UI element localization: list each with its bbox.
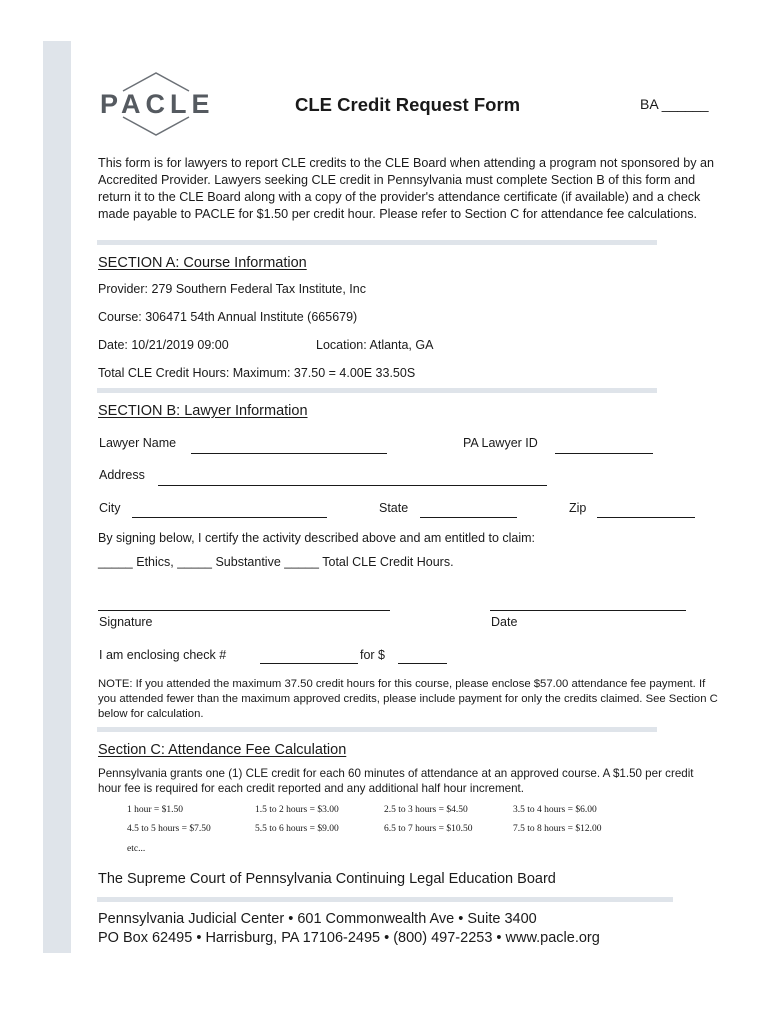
state-field[interactable] xyxy=(420,516,517,518)
enclosing-check-label: I am enclosing check # xyxy=(99,648,227,662)
signature-label: Signature xyxy=(99,615,153,629)
pacle-logo xyxy=(97,71,215,137)
fee-etc: etc... xyxy=(127,844,146,854)
divider xyxy=(97,240,657,245)
check-number-field[interactable] xyxy=(260,662,358,664)
fee-cell: 7.5 to 8 hours = $12.00 xyxy=(513,824,602,834)
date-text: Date: 10/21/2019 09:00 xyxy=(98,338,229,352)
lawyer-name-field[interactable] xyxy=(191,452,387,454)
location-text: Location: Atlanta, GA xyxy=(316,338,434,352)
pa-lawyer-id-field[interactable] xyxy=(555,452,653,454)
address-line-1: Pennsylvania Judicial Center • 601 Commonwealth Ave • Suite 3400 xyxy=(98,911,537,927)
fee-cell: 3.5 to 4 hours = $6.00 xyxy=(513,805,597,815)
city-field[interactable] xyxy=(132,516,327,518)
total-hours-text: Total CLE Credit Hours: Maximum: 37.50 = 4.00E 33.50S xyxy=(98,366,416,380)
section-b-heading: SECTION B: Lawyer Information xyxy=(98,403,308,419)
signature-field[interactable] xyxy=(98,609,390,611)
provider-text: Provider: 279 Southern Federal Tax Institute, Inc xyxy=(98,282,366,296)
zip-label: Zip xyxy=(569,501,587,515)
fee-explanation: Pennsylvania grants one (1) CLE credit for each 60 minutes of attendance at an approved course. A $1.50 per credit hour fee is required for each credit reported and any additional half hour increment. xyxy=(98,767,694,795)
amount-field[interactable] xyxy=(398,662,447,664)
claim-line[interactable]: _____ Ethics, _____ Substantive _____ Total CLE Credit Hours. xyxy=(98,555,454,569)
fee-cell: 2.5 to 3 hours = $4.50 xyxy=(384,805,468,815)
fee-cell: 6.5 to 7 hours = $10.50 xyxy=(384,824,473,834)
board-name: The Supreme Court of Pennsylvania Continuing Legal Education Board xyxy=(98,871,556,887)
certify-text: By signing below, I certify the activity described above and am entitled to claim: xyxy=(98,531,536,545)
logo-text: PACLE xyxy=(100,89,215,119)
state-label: State xyxy=(379,501,409,515)
address-line-2: PO Box 62495 • Harrisburg, PA 17106-2495 • (800) 497-2253 • www.pacle.org xyxy=(98,930,600,946)
for-amount-label: for $ xyxy=(360,648,386,662)
fee-cell: 1 hour = $1.50 xyxy=(127,805,184,815)
lawyer-name-label: Lawyer Name xyxy=(99,436,177,450)
divider xyxy=(97,388,657,393)
intro-paragraph: This form is for lawyers to report CLE credits to the CLE Board when attending a program not sponsored by an Accredited Provider. Lawyers seeking CLE credit in Pennsylvania must complete Section B of this form and return it to the CLE Board along with a copy of the provider's attendance certificate (if available) and a check made payable to PACLE for $1.50 per credit hour. Please refer to Section C for attendance fee calculations. xyxy=(98,156,714,221)
form-title: CLE Credit Request Form xyxy=(295,94,521,115)
footer-address xyxy=(98,910,600,948)
city-label: City xyxy=(99,501,121,515)
course-text: Course: 306471 54th Annual Institute (665679) xyxy=(98,310,358,324)
zip-field[interactable] xyxy=(597,516,695,518)
left-margin-bar xyxy=(43,41,71,953)
fee-cell: 4.5 to 5 hours = $7.50 xyxy=(127,824,211,834)
address-label: Address xyxy=(99,468,145,482)
fee-cell: 5.5 to 6 hours = $9.00 xyxy=(255,824,339,834)
date-field[interactable] xyxy=(490,609,686,611)
footer-divider xyxy=(97,897,673,902)
fee-cell: 1.5 to 2 hours = $3.00 xyxy=(255,805,339,815)
pa-lawyer-id-label: PA Lawyer ID xyxy=(463,436,538,450)
section-c-heading: Section C: Attendance Fee Calculation xyxy=(98,742,347,758)
ba-field[interactable]: BA ______ xyxy=(640,96,709,112)
divider xyxy=(97,727,657,732)
section-a-heading: SECTION A: Course Information xyxy=(98,255,307,271)
note-text: NOTE: If you attended the maximum 37.50 credit hours for this course, please enclose $57.00 attendance fee payment. If you attended fewer than the maximum approved credits, please include payment for only the credits claimed. See Section C below for calculation. xyxy=(98,678,718,720)
date-label: Date xyxy=(491,615,518,629)
address-field[interactable] xyxy=(158,484,547,486)
